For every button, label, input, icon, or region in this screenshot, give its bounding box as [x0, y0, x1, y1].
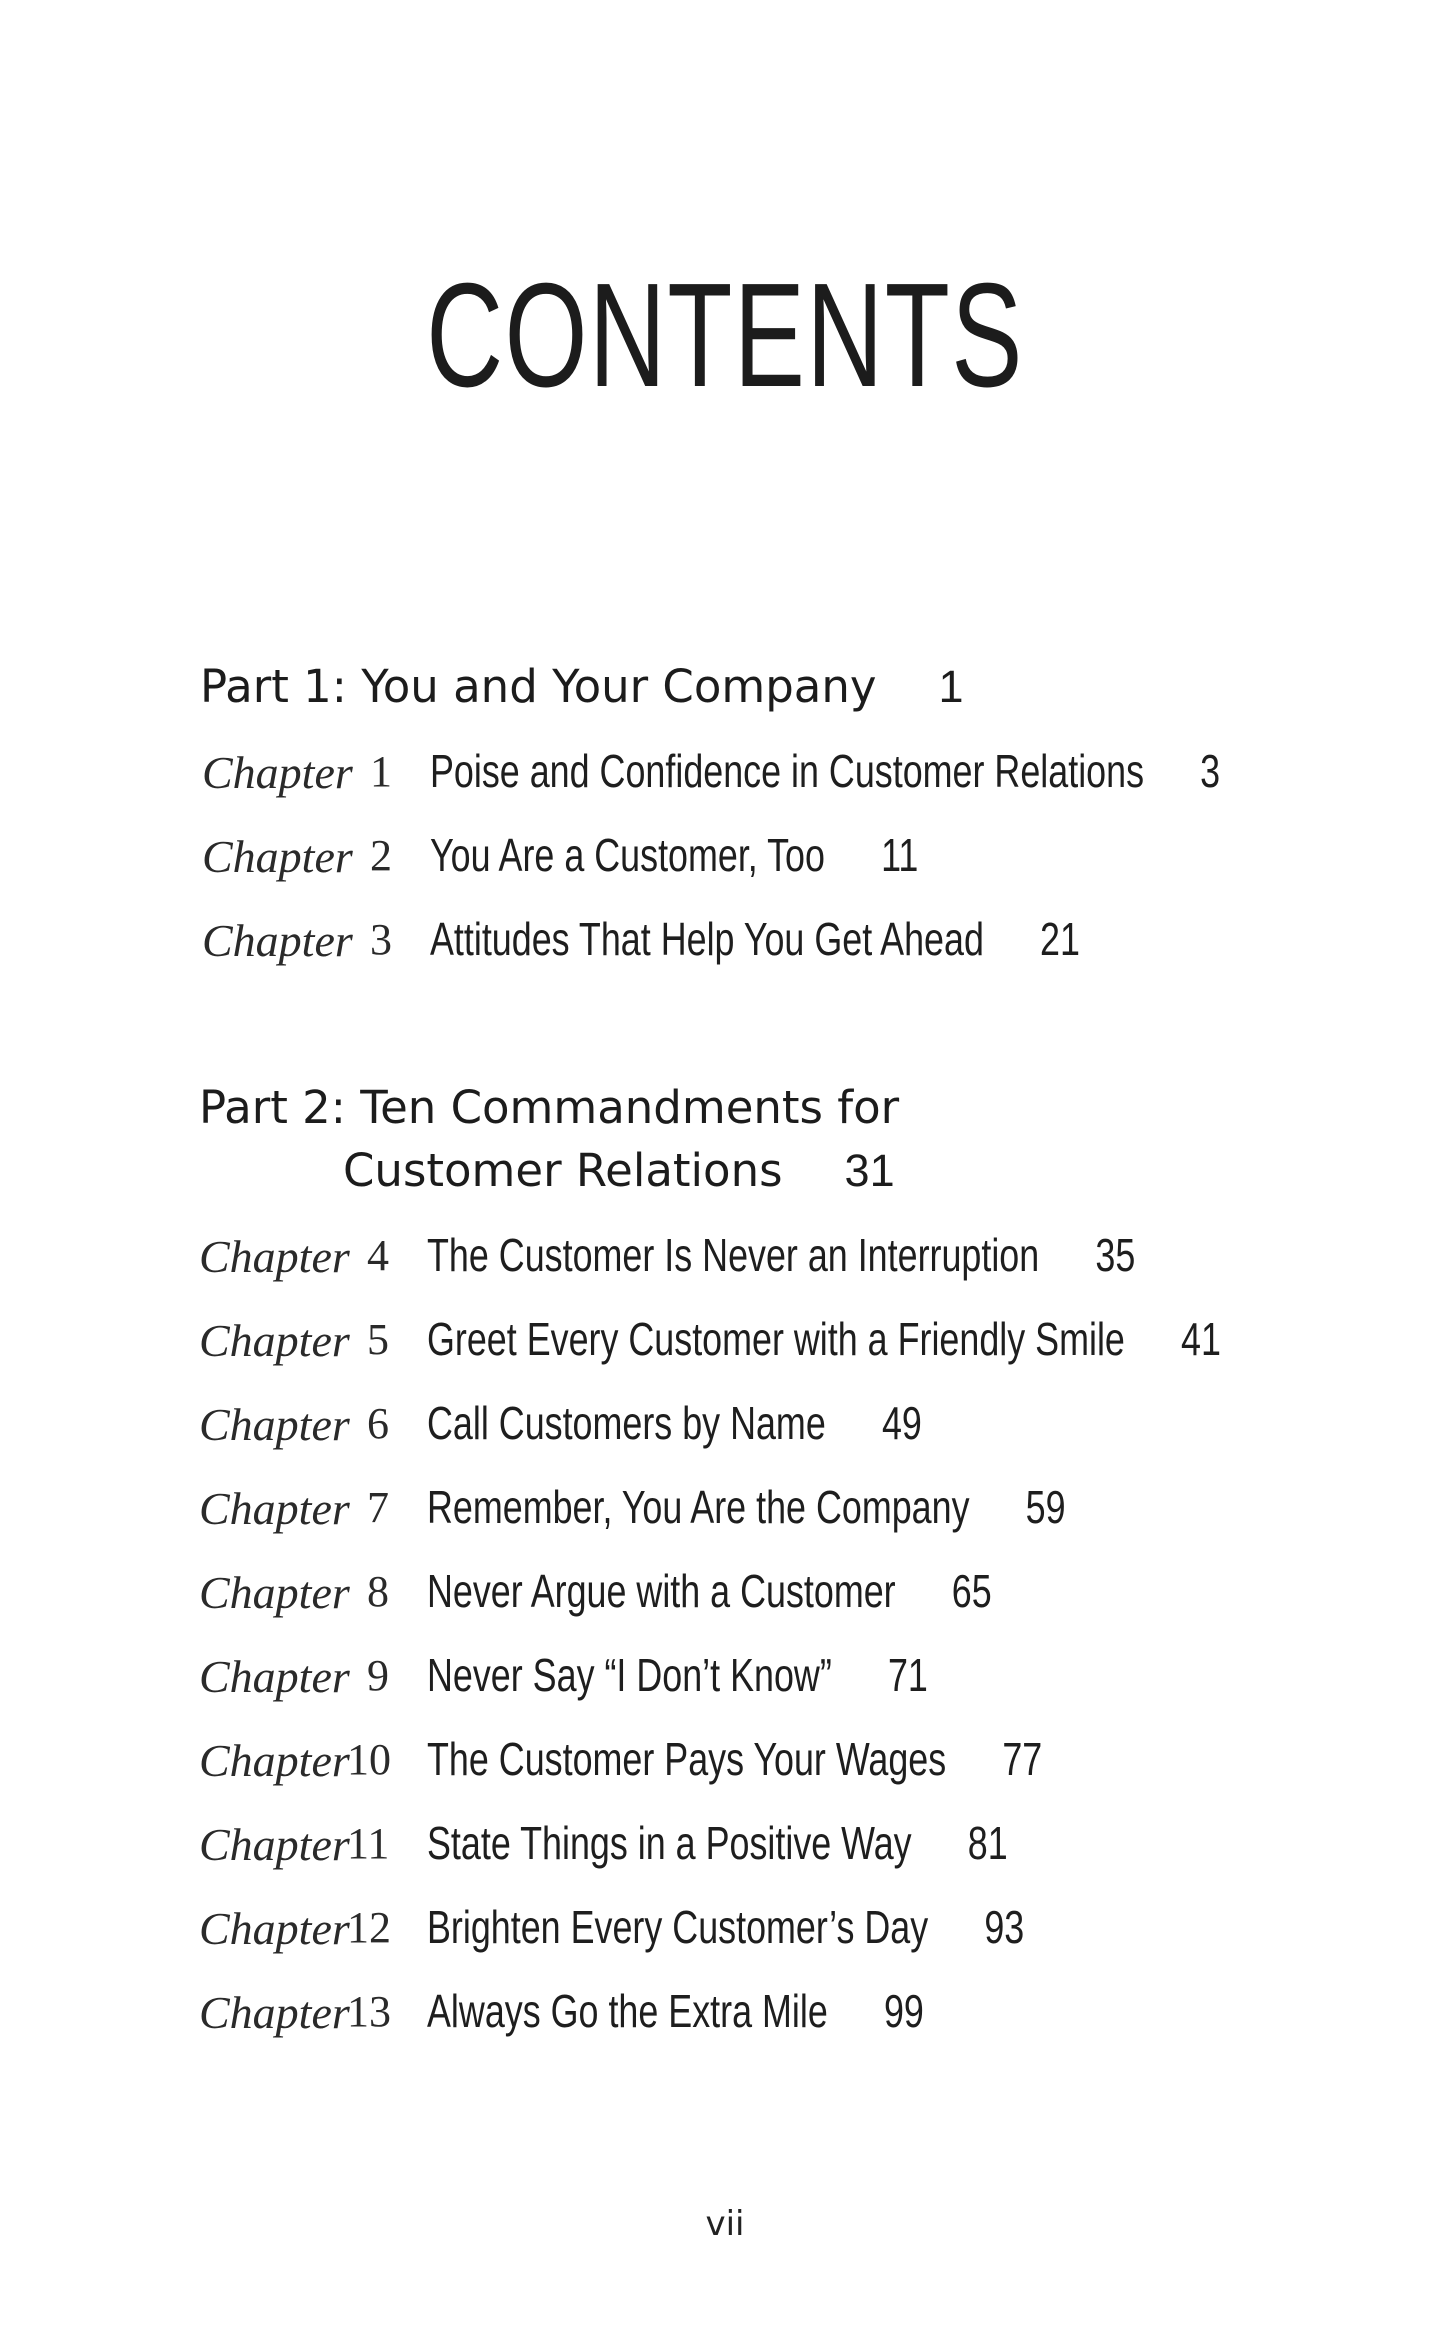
- chapter-page: 21: [1040, 913, 1080, 965]
- chapter-title: [427, 1481, 1066, 1533]
- part-1-title: Part 1: You and Your Company: [200, 660, 877, 713]
- chapter-number: 12: [347, 1903, 391, 1952]
- chapter-label: Chapter: [199, 1315, 350, 1366]
- part-2-page: 31: [844, 1145, 895, 1196]
- chapter-number: 13: [347, 1987, 391, 2036]
- part-2-heading: [199, 1081, 900, 1134]
- chapter-number: 8: [367, 1567, 389, 1616]
- chapter-number: 5: [367, 1315, 389, 1364]
- chapter-title-text: Always Go the Extra Mile: [427, 1985, 828, 2037]
- chapter-title-text: You Are a Customer, Too: [430, 829, 825, 881]
- page-number: vii: [705, 2204, 745, 2244]
- chapter-title-text: Never Argue with a Customer: [427, 1565, 896, 1617]
- chapter-title: [427, 1733, 1043, 1785]
- chapter-title: [427, 1817, 1008, 1869]
- chapter-title-text: Never Say “I Don’t Know”: [427, 1649, 832, 1701]
- chapter-title-text: Attitudes That Help You Get Ahead: [430, 913, 984, 965]
- chapter-title: [427, 1565, 992, 1617]
- chapter-page: 59: [1025, 1481, 1066, 1533]
- chapter-number: 4: [367, 1231, 389, 1280]
- chapter-page: 81: [967, 1817, 1008, 1869]
- chapter-label: Chapter: [199, 1399, 350, 1450]
- chapter-number: 11: [347, 1819, 390, 1868]
- chapter-number: 6: [367, 1399, 389, 1448]
- chapter-label: Chapter: [199, 1567, 350, 1618]
- chapter-label: Chapter: [199, 1819, 350, 1870]
- chapter-title-text: State Things in a Positive Way: [427, 1817, 912, 1869]
- chapter-label: Chapter: [202, 831, 353, 882]
- chapter-label: Chapter: [199, 1231, 350, 1282]
- chapter-title: [427, 1229, 1136, 1281]
- chapter-number: 1: [370, 747, 392, 796]
- chapter-label: Chapter: [199, 1483, 350, 1534]
- chapter-number: 9: [367, 1651, 389, 1700]
- chapter-title: [430, 913, 1080, 965]
- chapter-number: 10: [347, 1735, 391, 1784]
- chapter-title: [430, 829, 919, 881]
- chapter-title-text: Greet Every Customer with a Friendly Smile: [427, 1313, 1125, 1365]
- chapter-title-text: Brighten Every Customer’s Day: [427, 1901, 929, 1953]
- chapter-title: [427, 1985, 924, 2037]
- chapter-page: 93: [984, 1901, 1025, 1953]
- chapter-page: 99: [883, 1985, 924, 2037]
- chapter-title: [427, 1397, 922, 1449]
- chapter-title-text: Poise and Confidence in Customer Relations: [430, 745, 1145, 797]
- chapter-label: Chapter: [202, 747, 353, 798]
- chapter-page: 77: [1002, 1733, 1043, 1785]
- chapter-page: 71: [887, 1649, 928, 1701]
- chapter-page: 35: [1095, 1229, 1136, 1281]
- chapter-number: 7: [367, 1483, 389, 1532]
- chapter-label: Chapter: [199, 1651, 350, 1702]
- chapter-title: [430, 745, 1221, 797]
- chapter-title: [427, 1649, 928, 1701]
- part-1-page: 1: [938, 661, 964, 712]
- chapter-title: [427, 1313, 1221, 1365]
- chapter-title-text: The Customer Is Never an Interruption: [427, 1229, 1040, 1281]
- chapter-page: 41: [1181, 1313, 1221, 1365]
- chapter-page: 3: [1200, 745, 1221, 797]
- chapter-page: 11: [881, 829, 919, 881]
- chapter-title: [427, 1901, 1025, 1953]
- part-2-title-continued: Customer Relations: [343, 1144, 783, 1197]
- part-1-heading: [200, 660, 964, 713]
- chapter-label: Chapter: [199, 1987, 350, 2038]
- chapter-label: Chapter: [199, 1903, 350, 1954]
- part-2-title: Part 2: Ten Commandments for: [199, 1081, 900, 1134]
- chapter-label: Chapter: [199, 1735, 350, 1786]
- chapter-label: Chapter: [202, 915, 353, 966]
- chapter-title-text: The Customer Pays Your Wages: [427, 1733, 947, 1785]
- chapter-title-text: Remember, You Are the Company: [427, 1481, 970, 1533]
- page-title: CONTENTS: [426, 253, 1024, 418]
- part-2-heading-continued: [343, 1144, 895, 1197]
- chapter-page: 49: [881, 1397, 922, 1449]
- chapter-page: 65: [951, 1565, 992, 1617]
- chapter-number: 3: [370, 915, 392, 964]
- chapter-number: 2: [370, 831, 392, 880]
- chapter-title-text: Call Customers by Name: [427, 1397, 826, 1449]
